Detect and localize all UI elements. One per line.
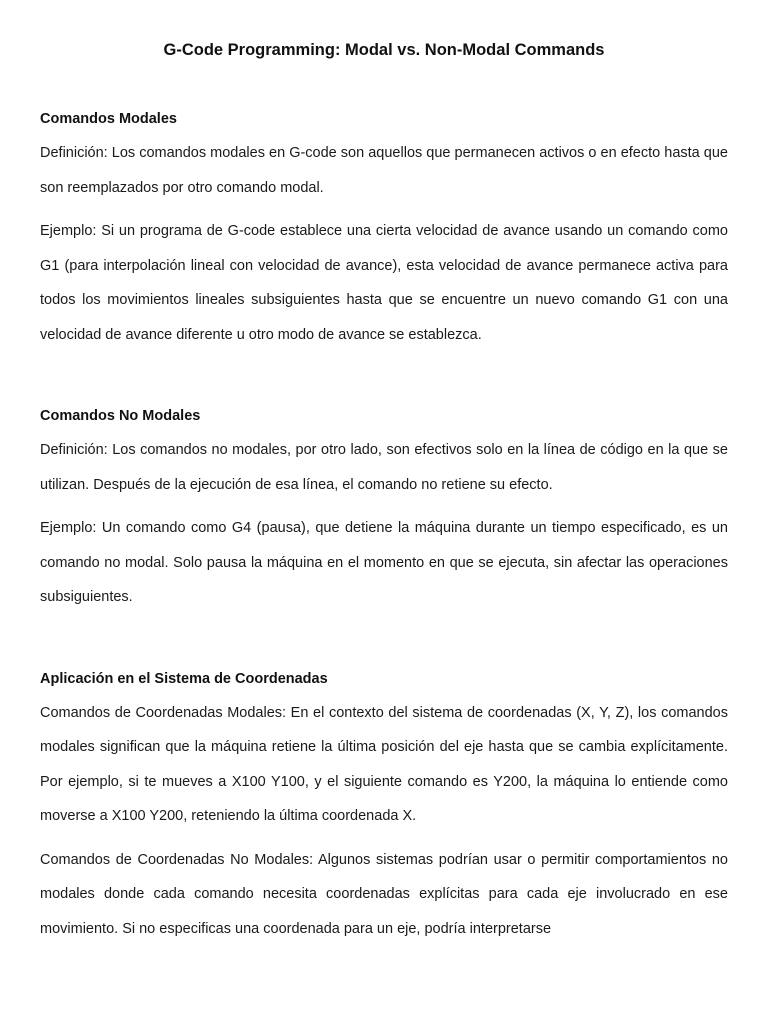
paragraph-modal-coordinates: Comandos de Coordenadas Modales: En el contexto del sistema de coordenadas (X, Y, Z), los comandos modales significan que la máquina retiene la última posición del eje hasta que se cambia explícitamente. Por ejemplo, si te mueves a X100 Y100, y el siguiente comando es Y200, la máquina lo entiende como moverse a X100 Y200, reteniendo la última coordenada X. bbox=[40, 704, 728, 824]
document-page bbox=[40, 0, 728, 946]
paragraph-non-modal-coordinates: Comandos de Coordenadas No Modales: Algunos sistemas podrían usar o permitir comportamientos no modales donde cada comando necesita coordenadas explícitas para cada eje involucrado en ese movimiento. Si no especificas una coordenada para un eje, podría interpretarse bbox=[40, 851, 728, 937]
paragraph-definition: Definición: Los comandos modales en G-code son aquellos que permanecen activos o en efecto hasta que son reemplazados por otro comando modal. bbox=[40, 145, 728, 196]
section-modal-commands bbox=[40, 109, 728, 352]
paragraph-example: Ejemplo: Un comando como G4 (pausa), que detiene la máquina durante un tiempo especificado, es un comando no modal. Solo pausa la máquina en el momento en que se ejecuta, sin afectar las operaciones subsiguientes. bbox=[40, 520, 728, 605]
section-heading: Comandos Modales bbox=[40, 111, 177, 127]
paragraph-definition: Definición: Los comandos no modales, por otro lado, son efectivos solo en la línea de código en la que se utilizan. Después de la ejecución de esa línea, el comando no retiene su efecto. bbox=[40, 442, 728, 493]
paragraph-example: Ejemplo: Si un programa de G-code establece una cierta velocidad de avance usando un comando como G1 (para interpolación lineal con velocidad de avance), esta velocidad de avance permanece activa para todos los movimientos lineales subsiguientes hasta que se encuentre un nuevo comando G1 con una velocidad de avance diferente u otro modo de avance se establezca. bbox=[40, 223, 728, 343]
section-heading: Comandos No Modales bbox=[40, 408, 201, 424]
section-heading: Aplicación en el Sistema de Coordenadas bbox=[40, 670, 328, 687]
section-coordinate-system bbox=[40, 669, 728, 947]
document-title: G-Code Programming: Modal vs. Non-Modal Commands bbox=[163, 41, 605, 59]
section-non-modal-commands bbox=[40, 406, 728, 615]
